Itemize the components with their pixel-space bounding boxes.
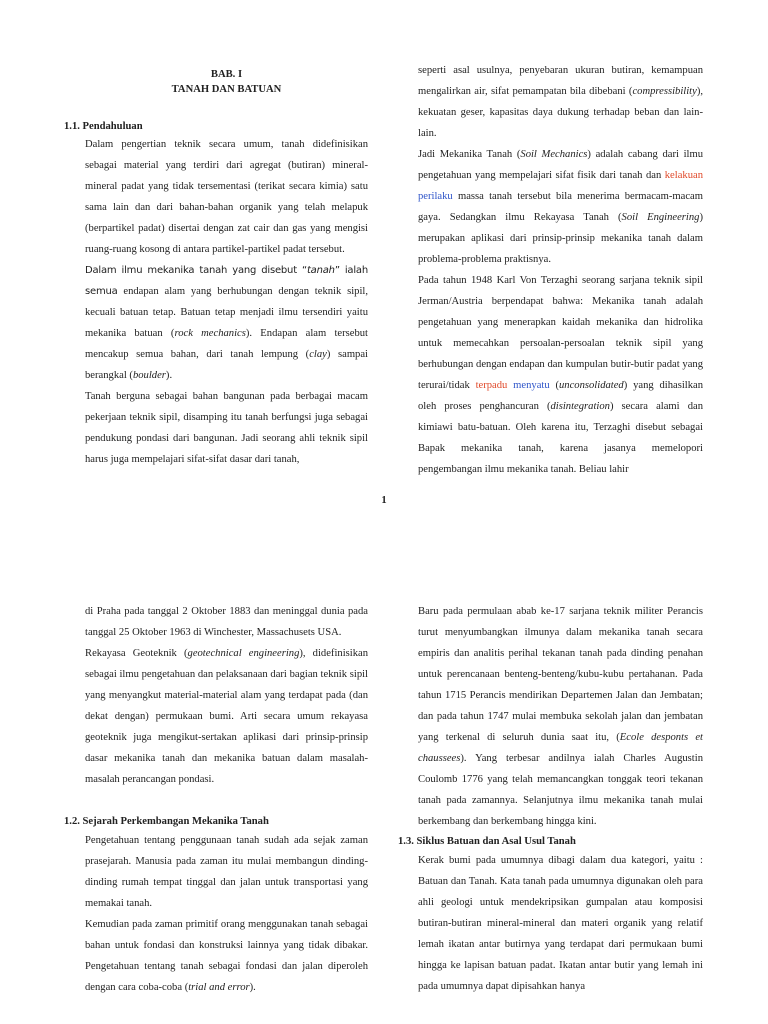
paragraph: Tanah berguna sebagai bahan bangunan pada berbagai macam pekerjaan teknik sipil, disamping itu tanah berfungsi juga sebagai pendukung pondasi dari bangunan. Jadi seorang ahli teknik sipil harus juga mempelajari sifat-sifat dasar dari tanah, xyxy=(85,391,368,465)
text-run: ) yang dihasilkan oleh proses penghancuran ( xyxy=(418,380,704,412)
paragraph xyxy=(418,60,703,144)
text-run: ) sampai berangkal ( xyxy=(85,349,369,381)
text-run: ), kekuatan geser, kapasitas daya dukung terhadap beban dan lain-lain. xyxy=(418,86,703,139)
italic-term: geotechnical engineering xyxy=(187,648,300,659)
italic-term: clay xyxy=(309,349,327,360)
page2-right-column xyxy=(418,601,703,832)
italic-term: compressibility xyxy=(632,86,697,97)
paragraph: Dalam pengertian teknik secara umum, tanah didefinisikan sebagai material yang terdiri dari agregat (butiran) mineral-mineral padat yang tidak tersementasi (terikat secara kimia) satu sama lain dan dari bahan-bahan organik yang telah melapuk (berpartikel padat) disertai dengan zat cair dan gas yang mengisi ruang-ruang kosong di antara partikel-partikel padat tersebut. xyxy=(85,139,368,255)
text-run: Rekayasa Geoteknik ( xyxy=(85,648,188,659)
text-run: ) merupakan aplikasi dari prinsip-prinsip mekanika tanah dalam problema-problema praktisnya. xyxy=(418,212,703,265)
text-run: ( xyxy=(549,380,559,391)
paragraph: Kerak bumi pada umumnya dibagi dalam dua kategori, yaitu : Batuan dan Tanah. Kata tanah pada umumnya digunakan oleh para ahli geologi untuk mendekripsikan gumpalan atau komposisi butiran-butiran mineral-mineral dan materi organik yang relatif lemah ikatan antar butirnya yang terdapat dari permukaan bumi hingga ke lapisan batuan padat. Ikatan antar butir yang lemah ini pada umumnya dapat dipisahkan hanya xyxy=(418,855,703,992)
text-run: Jadi Mekanika Tanah ( xyxy=(418,149,521,160)
page-2 xyxy=(0,535,768,1024)
chapter-name: TANAH DAN BATUAN xyxy=(171,84,282,95)
italic-term: tanah xyxy=(306,265,335,276)
text-run: seperti asal usulnya, penyebaran ukuran butiran, kemampuan mengalirkan air, sifat pemampatan bila dibebani ( xyxy=(418,65,703,97)
section-heading-1-1: 1.1. Pendahuluan xyxy=(64,121,143,132)
text-run: Pada tahun 1948 Karl Von Terzaghi seorang sarjana teknik sipil Jerman/Austria berpendapat bahwa: Mekanika tanah adalah pengetahuan yang menerapkan kaidah mekanika dan hidrolika untuk memecahkan persoalan-persoalan teknik sipil yang berhubungan dengan endapan dan kumpulan butir-butir padat yang terurai/tidak xyxy=(418,275,703,391)
handwritten-text: Dalam ilmu mekanika tanah yang disebut “ xyxy=(85,265,307,276)
italic-term: Ecole desponts et chaussees xyxy=(418,732,703,764)
italic-term: Soil Mechanics xyxy=(520,149,588,160)
page-number: 1 xyxy=(381,495,387,506)
page1-right-column xyxy=(418,60,703,480)
struck-word: kelakuan xyxy=(664,170,703,181)
inserted-word: perilaku xyxy=(418,191,453,202)
paragraph xyxy=(418,601,703,832)
chapter-number: BAB. I xyxy=(210,69,243,80)
paragraph xyxy=(418,270,703,480)
page2-left-column xyxy=(85,601,368,790)
inserted-word: menyatu xyxy=(513,380,550,391)
text-run: ), didefinisikan sebagai ilmu pengetahuan dan pelaksanaan dari bagian teknik sipil yang menyangkut material-material alam yang terdapat pada (dan dekat dengan) permukaan bumi. Arti secara umum rekayasa geoteknik juga mengikut-sertakan aplikasi dari prinsip-prinsip dasar mekanika tanah dan mekanika batuan dalam masalah-masalah perancangan pondasi. xyxy=(85,648,368,785)
italic-term: rock mechanics xyxy=(174,328,246,339)
section-heading-1-2: 1.2. Sejarah Perkembangan Mekanika Tanah xyxy=(64,816,269,827)
italic-term: boulder xyxy=(132,370,166,381)
text-run: endapan alam yang berhubungan dengan teknik sipil, kecuali batuan tetap. Batuan tetap menjadi ilmu tersendiri yaitu mekanika batuan ( xyxy=(85,286,368,339)
page2-right-column-lower xyxy=(418,850,703,997)
paragraph xyxy=(85,914,368,998)
paragraph xyxy=(418,144,703,270)
italic-term: unconsolidated xyxy=(559,380,624,391)
italic-term: Soil Engineering xyxy=(621,212,700,223)
text-run: ) adalah cabang dari ilmu pengetahuan yang mempelajari sifat fisik dari tanah dan xyxy=(418,149,703,181)
chapter-title xyxy=(85,67,368,97)
paragraph: Pengetahuan tentang penggunaan tanah sudah ada sejak zaman prasejarah. Manusia pada zaman itu mulai membangun dinding-dinding rumah tempat tinggal dan jalan untuk transportasi yang memakai tanah. xyxy=(85,835,368,909)
paragraph xyxy=(85,260,368,386)
text-run: Kemudian pada zaman primitif orang menggunakan tanah sebagai bahan untuk fondasi dan konstruksi lainnya yang tidak dibakar. Pengetahuan tentang tanah sebagai fondasi dan jalan diperoleh dengan cara coba-coba ( xyxy=(85,919,368,993)
text-run: ). Yang terbesar andilnya ialah Charles Augustin Coulomb 1776 yang telah memancangkan tonggak teori tekanan tanah pada zamannya. Selanjutnya ilmu mekanika tanah mulai berkembang dan berkembang hingga kini. xyxy=(418,753,703,827)
text-run: ) secara alami dan kimiawi batu-batuan. Oleh karena itu, Terzaghi disebut sebagai Bapak mekanika tanah, karena jasanya memelopori pengembangan ilmu mekanika tanah. Beliau lahir xyxy=(418,401,703,475)
handwritten-text: ” ialah semua xyxy=(85,265,368,297)
italic-term: disintegration xyxy=(550,401,610,412)
text-run: ). xyxy=(249,982,256,993)
paragraph xyxy=(85,643,368,790)
struck-word: terpadu xyxy=(475,380,508,391)
text-run: massa tanah tersebut bila menerima bermacam-macam gaya. Sedangkan ilmu Rekayasa Tanah ( xyxy=(418,191,703,223)
section-heading-1-3: 1.3. Siklus Batuan dan Asal Usul Tanah xyxy=(398,836,576,847)
paragraph: di Praha pada tanggal 2 Oktober 1883 dan meninggal dunia pada tanggal 25 Oktober 1963 di Winchester, Massachusets USA. xyxy=(85,606,368,638)
page2-left-column-lower xyxy=(85,830,368,998)
page1-left-column xyxy=(85,134,368,470)
italic-term: trial and error xyxy=(188,982,250,993)
text-run: Baru pada permulaan abab ke-17 sarjana teknik militer Perancis turut menyumbangkan ilmunya dalam mekanika tanah secara empiris dan analitis perihal tekanan tanah pada dinding penahan untuk perencanaan benteng-benteng/kubu-kubu pertahanan. Pada tahun 1715 Perancis mendirikan Departemen Jalan dan Jembatan; dan pada tahun 1747 mulai membuka sekolah jalan dan jembatan yang terkenal di seluruh dunia saat itu, ( xyxy=(418,606,703,743)
text-run: ). Endapan alam tersebut mencakup semua bahan, dari tanah lempung ( xyxy=(85,328,369,360)
text-run: ). xyxy=(165,370,173,381)
